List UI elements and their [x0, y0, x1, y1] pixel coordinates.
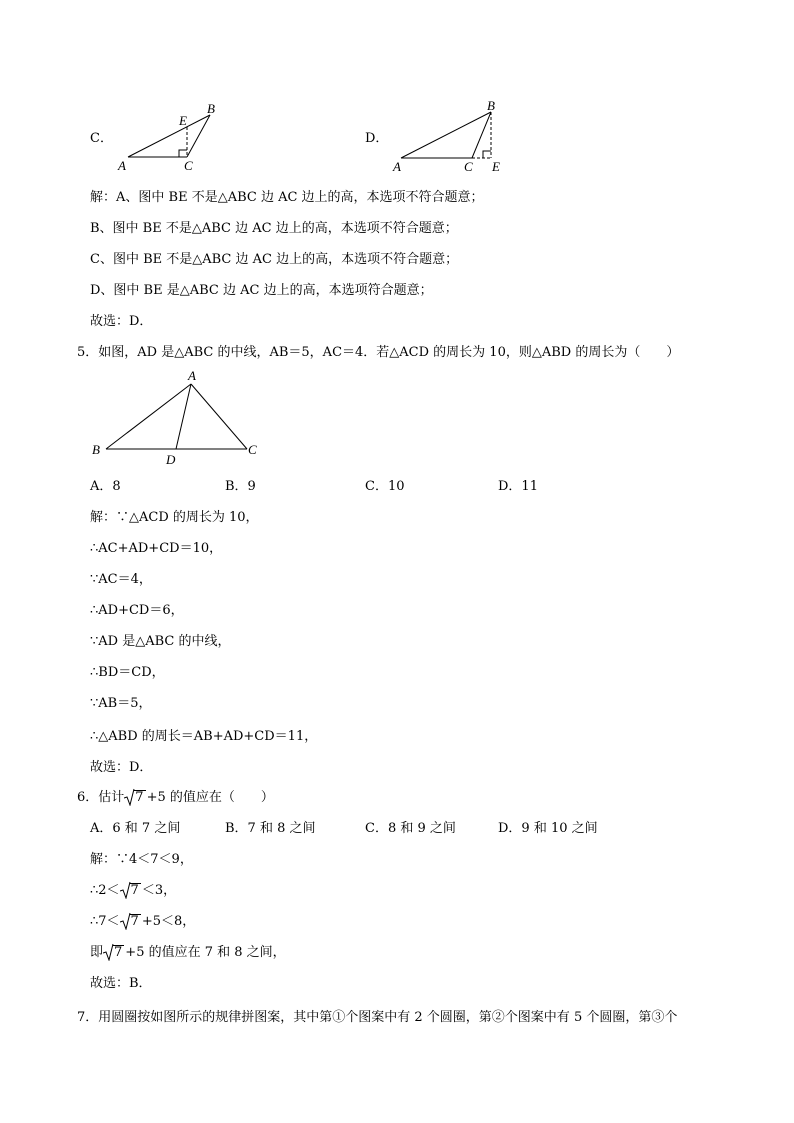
- q4-option-d-label: D．: [365, 131, 389, 146]
- sqrt-expression: [120, 914, 141, 930]
- point-e: E: [179, 113, 187, 128]
- q6-sol3-pre: ∴7＜: [90, 914, 120, 929]
- q6-stem: [77, 790, 274, 806]
- q4-answer: 故选：D．: [90, 314, 153, 329]
- point-c: C: [248, 442, 257, 457]
- q6-sol4-post: +5 的值应在 7 和 8 之间，: [125, 945, 286, 960]
- q5-option-c: C．10: [365, 479, 405, 494]
- q6-answer: 故选：B．: [90, 976, 152, 991]
- q4-solution-line: C、图中 BE 不是△ABC 边 AC 边上的高，本选项不符合题意；: [90, 252, 459, 267]
- q5-option-a: A．8: [90, 479, 121, 494]
- point-c: C: [184, 158, 193, 173]
- q6-sol2-post: ＜3，: [141, 883, 177, 898]
- q4-option-c-label: C．: [90, 131, 113, 146]
- q7-stem: 7．用圆圈按如图所示的规律拼图案，其中第①个图案中有 2 个圆圈，第②个图案中有 5 个圆圈，第③个: [77, 1010, 678, 1025]
- radical-sign-icon: [124, 788, 135, 806]
- q5-solution-line: ∴AC+AD+CD＝10，: [90, 541, 223, 556]
- q5-option-d: D．11: [498, 479, 538, 494]
- q5-option-b: B．9: [225, 479, 256, 494]
- q6-sol2-pre: ∴2＜: [90, 883, 120, 898]
- radicand: 7: [130, 914, 139, 929]
- radicand: 7: [114, 945, 123, 960]
- q6-option-b: B．7 和 8 之间: [225, 821, 316, 836]
- q6-solution-line: [90, 945, 286, 961]
- point-b: B: [487, 98, 495, 113]
- radicand: 7: [135, 790, 144, 805]
- q5-stem: 5．如图，AD 是△ABC 的中线，AB＝5，AC＝4．若△ACD 的周长为 10，则△ABD 的周长为（ ）: [77, 345, 680, 360]
- point-e: E: [492, 159, 500, 174]
- q5-solution-line: ∴△ABD 的周长＝AB+AD+CD＝11，: [90, 729, 318, 744]
- q5-solution-line: ∵AD 是△ABC 的中线，: [90, 634, 231, 649]
- q5-solution-line: ∵AC＝4，: [90, 572, 152, 587]
- q4-option-c-figure: [112, 100, 222, 175]
- point-b: B: [207, 101, 215, 116]
- point-a: A: [118, 158, 126, 173]
- point-a: A: [188, 368, 196, 383]
- q5-solution-line: 解：∵△ACD 的周长为 10，: [90, 510, 259, 525]
- q4-solution-line: 解：A、图中 BE 不是△ABC 边 AC 边上的高，本选项不符合题意；: [90, 190, 484, 205]
- radical-sign-icon: [120, 912, 131, 930]
- q5-solution-line: ∵AB＝5，: [90, 696, 152, 711]
- sqrt-expression: [103, 945, 124, 961]
- side-ab: [401, 112, 491, 158]
- q5-answer: 故选：D．: [90, 760, 153, 775]
- sqrt-expression: [124, 790, 145, 806]
- radical-sign-icon: [120, 881, 131, 899]
- q6-stem-pre: 6．估计: [77, 790, 125, 805]
- point-b: B: [92, 442, 100, 457]
- q4-solution-line: D、图中 BE 是△ABC 边 AC 边上的高，本选项符合题意；: [90, 283, 433, 298]
- q5-solution-line: ∴BD＝CD，: [90, 665, 165, 680]
- q6-sol4-pre: 即: [90, 945, 104, 960]
- radicand: 7: [130, 883, 139, 898]
- q6-solution-line: 解：∵4＜7＜9，: [90, 852, 193, 867]
- q4-solution-line: B、图中 BE 不是△ABC 边 AC 边上的高，本选项不符合题意；: [90, 221, 458, 236]
- right-angle-mark: [179, 150, 187, 157]
- right-angle-mark: [483, 151, 491, 158]
- q5-figure: [88, 366, 268, 468]
- side-ab: [128, 115, 210, 157]
- q6-solution-line: [90, 914, 195, 930]
- q6-option-a: A．6 和 7 之间: [90, 821, 181, 836]
- q6-option-d: D．9 和 10 之间: [498, 821, 598, 836]
- q6-solution-line: [90, 883, 176, 899]
- q6-sol3-post: +5＜8，: [141, 914, 196, 929]
- point-d: D: [166, 452, 176, 467]
- q4-option-d-figure: [388, 98, 513, 178]
- q6-stem-post: +5 的值应在（ ）: [146, 790, 274, 805]
- point-c: C: [464, 159, 473, 174]
- sqrt-expression: [120, 883, 141, 899]
- point-a: A: [393, 159, 401, 174]
- q5-solution-line: ∴AD+CD＝6，: [90, 603, 184, 618]
- side-ac: [191, 384, 247, 449]
- q6-option-c: C．8 和 9 之间: [365, 821, 456, 836]
- radical-sign-icon: [103, 943, 114, 961]
